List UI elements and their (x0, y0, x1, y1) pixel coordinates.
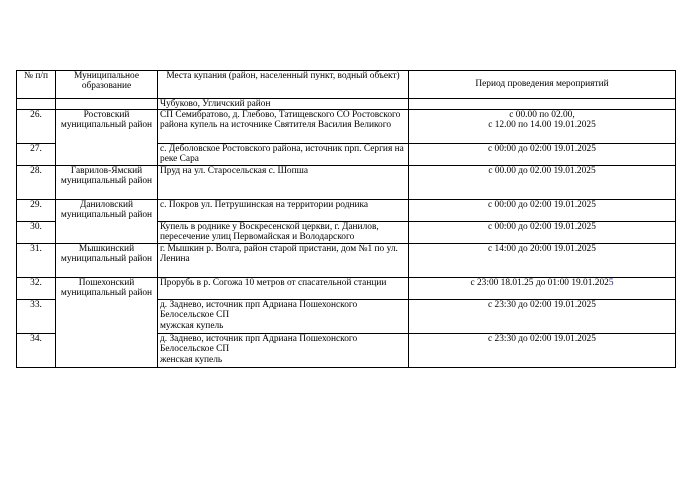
cell-place (158, 300, 409, 334)
place-line: женская купель (160, 354, 223, 365)
table-header-row (17, 71, 676, 99)
cell-period: с 14:00 до 20:00 19.01.2025 (409, 244, 676, 278)
cell-number: 26. (17, 110, 56, 144)
cell-period (409, 110, 676, 144)
cell-period: с 00:00 до 02:00 19.01.2025 (409, 222, 676, 244)
cell-period (409, 278, 676, 300)
cell-place: Купель в роднике у Воскресенской церкви, г. Данилов, пересечение улиц Первомайская и Володарского (158, 222, 409, 244)
place-line: д. Заднево, источник прп Адриана Пошехонского Белосельское СП (160, 334, 358, 355)
header-number: № п/п (17, 71, 56, 99)
cell-number: 28. (17, 166, 56, 200)
cell-number: 29. (17, 200, 56, 222)
period-text: с 23:00 18.01.25 до 01:00 19.01.202 (470, 278, 609, 289)
cell-period: с 00:00 до 02:00 19.01.2025 (409, 200, 676, 222)
place-line: д. Заднево, источник прп Адриана Пошехонского Белосельское СП (160, 300, 358, 321)
cell-period: с 00:00 до 02:00 19.01.2025 (409, 144, 676, 166)
cell-municipality: Мышкинский муниципальный район (56, 244, 158, 278)
cell-number: 33. (17, 300, 56, 334)
header-period: Период проведения мероприятий (409, 71, 676, 99)
header-municipality: Муниципальное образование (56, 71, 158, 99)
cell-place (158, 334, 409, 368)
cell-place: г. Мышкин р. Волга, район старой пристани, дом №1 по ул. Ленина (158, 244, 409, 278)
table-row-continuation (17, 99, 676, 110)
cell-number: 32. (17, 278, 56, 300)
table-row (17, 244, 676, 278)
cell-number (17, 99, 56, 110)
header-places: Места купания (район, населенный пункт, водный объект) (158, 71, 409, 99)
cell-place: с. Покров ул. Петрушинская на территории родника (158, 200, 409, 222)
period-text-tail: 5 (608, 278, 614, 289)
cell-place: с. Деболовское Ростовского района, источник прп. Сергия на реке Сара (158, 144, 409, 166)
cell-period: с 23:30 до 02:00 19.01.2025 (409, 300, 676, 334)
table-row (17, 278, 676, 300)
cell-number: 31. (17, 244, 56, 278)
cell-number: 27. (17, 144, 56, 166)
place-line: мужская купель (160, 320, 224, 331)
cell-number: 34. (17, 334, 56, 368)
table-row (17, 166, 676, 200)
period-line: с 12.00 по 14.00 19.01.2025 (488, 120, 596, 131)
cell-number: 30. (17, 222, 56, 244)
cell-municipality: Гаврилов-Ямский муниципальный район (56, 166, 158, 200)
cell-place: Чубуково, Угличский район (158, 99, 409, 110)
table-row (17, 200, 676, 222)
cell-period: с 23:30 до 02:00 19.01.2025 (409, 334, 676, 368)
bathing-places-table (16, 70, 676, 368)
cell-place: СП Семибратово, д. Глебово, Татищевского СО Ростовского района купель на источнике Святителя Василия Великого (158, 110, 409, 144)
cell-municipality (56, 99, 158, 110)
cell-municipality: Пошехонский муниципальный район (56, 278, 158, 368)
cell-municipality: Ростовский муниципальный район (56, 110, 158, 166)
cell-place: Прорубь в р. Согожа 10 метров от спасательной станции (158, 278, 409, 300)
cell-period (409, 99, 676, 110)
cell-municipality: Даниловский муниципальный район (56, 200, 158, 244)
cell-period: с 00.00 до 02.00 19.01.2025 (409, 166, 676, 200)
cell-place: Пруд на ул. Старосельская с. Шопша (158, 166, 409, 200)
table-row (17, 110, 676, 144)
period-line: с 00.00 по 02.00, (509, 110, 575, 121)
